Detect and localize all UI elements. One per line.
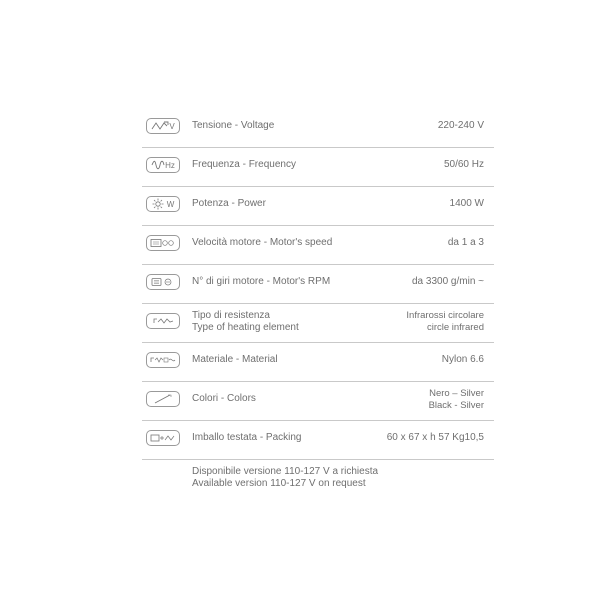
spec-label: Tensione - Voltage [192, 120, 275, 131]
spec-value: 60 x 67 x h 57 Kg10,5 [386, 432, 484, 443]
spec-row-colors [142, 382, 494, 421]
frequency-icon: Hz [146, 157, 180, 173]
spec-row-frequency [142, 148, 494, 187]
spec-value: 1400 W [449, 198, 484, 209]
spec-row-packing [142, 421, 494, 460]
spec-label: Imballo testata - Packing [192, 432, 302, 443]
spec-label: Frequenza - Frequency [192, 159, 296, 170]
note-line-english: Available version 110-127 V on request [192, 478, 366, 489]
spec-value: Nylon 6.6 [441, 354, 484, 365]
spec-label: N° di giri motore - Motor's RPM [192, 276, 331, 287]
packing-icon [146, 430, 180, 446]
spec-value-line: Black - Silver [428, 400, 484, 411]
availability-note [192, 466, 378, 490]
spec-label-line: Tipo di resistenza [192, 310, 270, 321]
spec-value: 50/60 Hz [443, 159, 484, 170]
spec-value-line: Infrarossi circolare [406, 310, 484, 321]
motor-speed-icon [146, 235, 180, 251]
spec-table [142, 109, 494, 460]
voltage-icon: V [146, 118, 180, 134]
spec-value: da 3300 g/min ~ [412, 276, 484, 287]
spec-label: Colori - Colors [192, 393, 256, 404]
material-icon [146, 352, 180, 368]
spec-row-voltage [142, 109, 494, 148]
spec-value-line: Nero – Silver [429, 388, 484, 399]
heating-element-icon [146, 313, 180, 329]
colors-icon [146, 391, 180, 407]
spec-label-line: Type of heating element [192, 322, 299, 333]
spec-value: 220-240 V [437, 120, 484, 131]
spec-row-motor-speed [142, 226, 494, 265]
spec-row-motor-rpm [142, 265, 494, 304]
spec-label: Materiale - Material [192, 354, 278, 365]
spec-value [406, 310, 484, 334]
spec-value-line: circle infrared [426, 322, 484, 333]
spec-row-power [142, 187, 494, 226]
power-icon: W [146, 196, 180, 212]
spec-label: Potenza - Power [192, 198, 266, 209]
spec-value [429, 388, 484, 412]
spec-value: da 1 a 3 [447, 237, 484, 248]
note-line-italian: Disponibile versione 110-127 V a richiesta [192, 466, 379, 477]
spec-label: Velocità motore - Motor's speed [192, 237, 333, 248]
spec-label [192, 310, 299, 334]
spec-row-material [142, 343, 494, 382]
spec-row-heating-element [142, 304, 494, 343]
motor-rpm-icon [146, 274, 180, 290]
